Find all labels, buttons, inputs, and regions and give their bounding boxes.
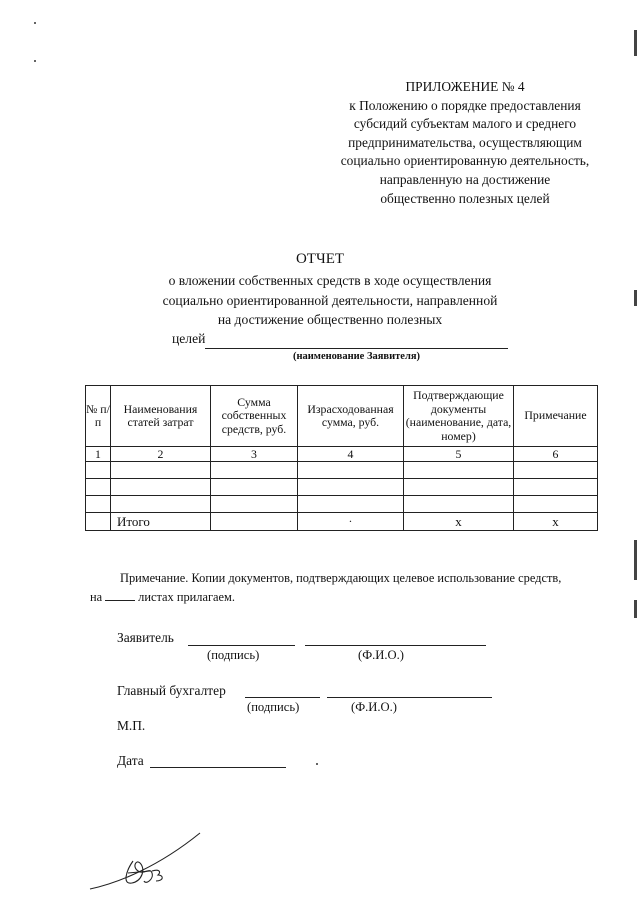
table-row [86, 496, 598, 513]
table-cell [86, 513, 111, 531]
accountant-signature-caption: (подпись) [247, 700, 300, 714]
goals-label: целей [172, 331, 206, 346]
total-row [86, 513, 598, 531]
scan-speck [34, 60, 36, 62]
column-header: Израсходованная сумма, руб. [298, 386, 404, 447]
applicant-label: Заявитель [117, 630, 174, 645]
column-number: 6 [514, 447, 598, 462]
applicant-signature-caption: (подпись) [207, 648, 260, 662]
appendix-line: общественно полезных целей [380, 190, 550, 206]
table-cell[interactable] [86, 496, 111, 513]
total-note-mark: х [514, 513, 598, 531]
table-cell[interactable] [211, 496, 298, 513]
column-header: Подтверждающие документы (наименование, дата, номер) [404, 386, 514, 447]
accountant-name-line[interactable] [327, 697, 492, 698]
report-subtitle-line: о вложении собственных средств в ходе осуществления [168, 273, 492, 288]
report-table [85, 385, 598, 531]
table-cell[interactable] [211, 462, 298, 479]
appendix-line: к Положению о порядке предоставления [349, 97, 581, 113]
accountant-signature-field[interactable] [245, 697, 320, 698]
total-docs-mark: х [404, 513, 514, 531]
table-cell[interactable] [211, 513, 298, 531]
table-cell[interactable] [111, 496, 211, 513]
table-cell[interactable] [211, 479, 298, 496]
column-header: Сумма собственных средств, руб. [211, 386, 298, 447]
sheet-count-field[interactable] [105, 589, 135, 601]
table-cell[interactable] [86, 479, 111, 496]
appendix-line: направленную на достижение [379, 171, 551, 187]
date-label: Дата [117, 753, 144, 768]
applicant-name-field[interactable] [205, 348, 508, 349]
column-number: 5 [404, 447, 514, 462]
column-number: 1 [86, 447, 111, 462]
applicant-name-caption: (Ф.И.О.) [358, 648, 404, 662]
table-header-row [86, 386, 598, 447]
table-cell[interactable] [514, 462, 598, 479]
note-suffix: листах прилагаем. [138, 590, 235, 604]
report-subtitle-line: на достижение общественно полезных [217, 312, 443, 328]
column-number-row [86, 447, 598, 462]
appendix-line: ПРИЛОЖЕНИЕ № 4 [405, 79, 525, 94]
scan-edge-mark [634, 540, 637, 580]
scan-edge-mark [634, 30, 637, 56]
report-subtitle-line: социально ориентированной деятельности, направленной [162, 292, 498, 308]
table-cell[interactable] [298, 479, 404, 496]
chief-accountant-label: Главный бухгалтер [117, 683, 226, 698]
table-row [86, 479, 598, 496]
table-row [86, 462, 598, 479]
scan-edge-mark [634, 600, 637, 618]
table-cell[interactable] [298, 496, 404, 513]
date-field[interactable] [150, 767, 286, 768]
table-cell[interactable] [111, 479, 211, 496]
scan-speck [34, 22, 36, 24]
total-label: Итого [111, 513, 211, 531]
appendix-header [300, 78, 630, 208]
note-line-2 [90, 588, 602, 607]
table-cell[interactable] [404, 479, 514, 496]
attachments-note [90, 569, 602, 607]
stamp-label: М.П. [117, 718, 146, 733]
scan-edge-mark [634, 290, 637, 306]
table-cell[interactable] [111, 462, 211, 479]
table-cell[interactable] [86, 462, 111, 479]
table-cell[interactable] [514, 479, 598, 496]
scan-speck [316, 763, 318, 765]
handwritten-signature [88, 827, 218, 897]
note-line: Примечание. Копии документов, подтверждающих целевое использование средств, [120, 571, 562, 585]
column-number: 3 [211, 447, 298, 462]
report-title: ОТЧЕТ [295, 251, 345, 267]
table-cell[interactable] [298, 462, 404, 479]
report-subtitle [120, 271, 540, 330]
column-number: 4 [298, 447, 404, 462]
appendix-line: субсидий субъектам малого и среднего [353, 116, 577, 132]
table-cell[interactable] [514, 496, 598, 513]
note-prefix: на [90, 590, 103, 604]
appendix-line: социально ориентированную деятельность, [340, 153, 590, 169]
applicant-signature-field[interactable] [188, 645, 295, 646]
accountant-name-caption: (Ф.И.О.) [351, 700, 397, 714]
column-header: № п/п [86, 386, 111, 447]
applicant-caption: (наименование Заявителя) [292, 351, 421, 362]
column-header: Примечание [514, 386, 598, 447]
table-cell[interactable] [404, 496, 514, 513]
total-spent-mark: · [298, 513, 404, 531]
table-cell[interactable] [404, 462, 514, 479]
applicant-name-line[interactable] [305, 645, 486, 646]
column-header: Наименования статей затрат [111, 386, 211, 447]
appendix-line: предпринимательства, осуществляющим [348, 134, 582, 150]
column-number: 2 [111, 447, 211, 462]
